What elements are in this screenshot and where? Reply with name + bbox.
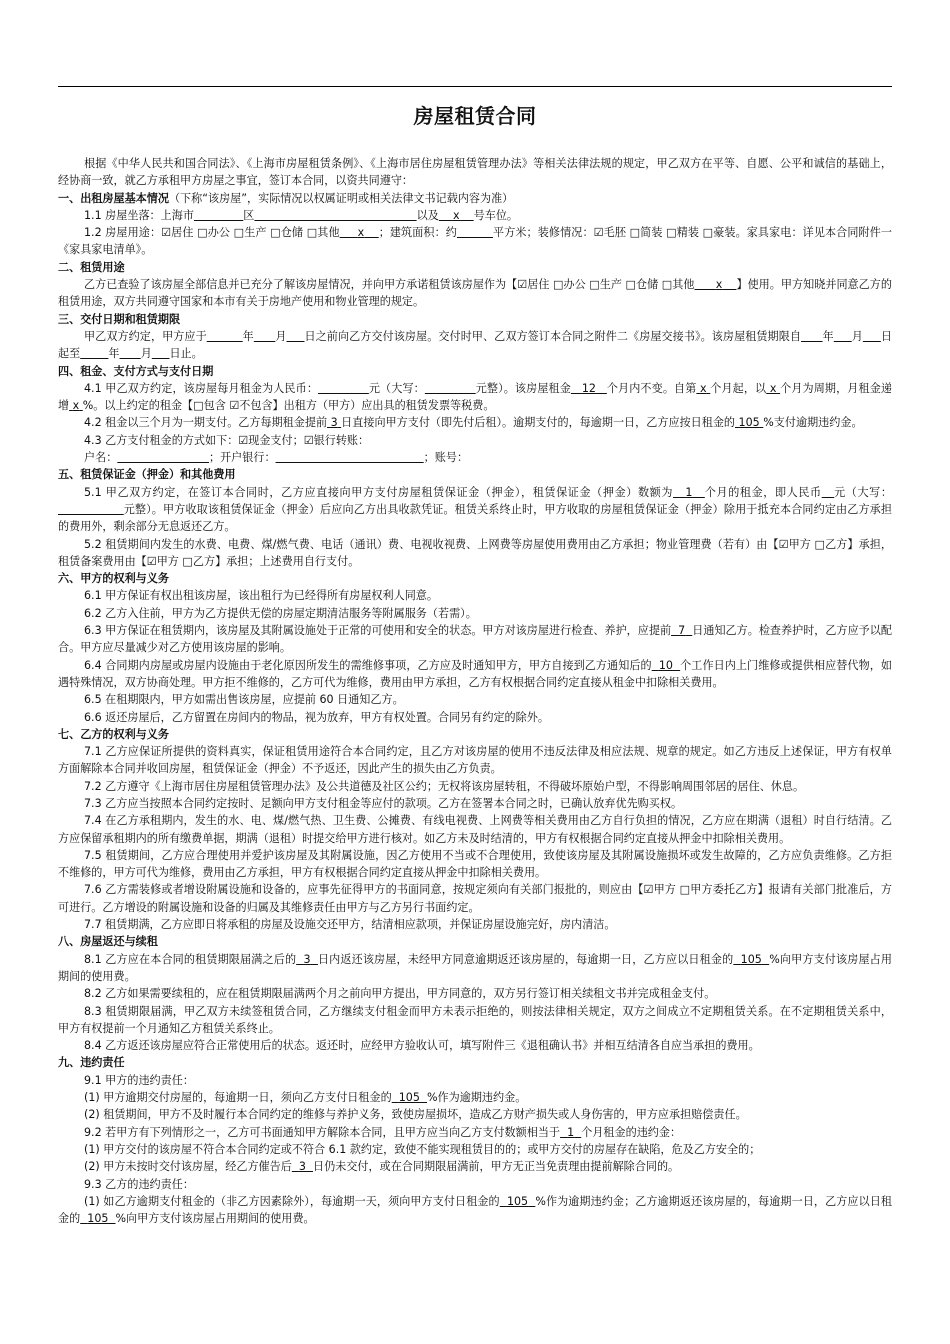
clause-9-2-2: (2) 甲方未按时交付该房屋，经乙方催告后 3 日仍未交付，或在合同期限届满前，甲方无正当免责理由提前解除合同的。 <box>84 1160 680 1174</box>
clause-9-1: 9.1 甲方的违约责任： <box>84 1073 194 1087</box>
clause-6-2: 6.2 乙方入住前，甲方为乙方提供无偿的房屋定期清洁服务等附属服务（若需）。 <box>84 606 477 620</box>
clause-9-1-2: (2) 租赁期间，甲方不及时履行本合同约定的维修与养护义务，致使房屋损坏，造成乙方财产损失或人身伤害的，甲方应承担赔偿责任。 <box>84 1108 747 1122</box>
document-body <box>58 155 892 1227</box>
clause-6-3: 6.3 甲方保证在租赁期内，该房屋及其附属设施处于正常的可使用和安全的状态。甲方对该房屋进行检查、养护，应提前 7 日通知乙方。检查养护时，乙方应予以配合。甲方应尽量减少对乙方使用该房屋的影响。 <box>58 624 892 655</box>
preamble: 根据《中华人民共和国合同法》、《上海市房屋租赁条例》、《上海市居住房屋租赁管理办法》等相关法律法规的规定，甲乙双方在平等、自愿、公平和诚信的基础上，经协商一致，就乙方承租甲方房屋之事宜，签订本合同，以资共同遵守： <box>58 157 892 188</box>
section-2-heading: 二、租赁用途 <box>58 260 125 274</box>
document-title: 房屋租赁合同 <box>413 104 537 128</box>
clause-9-3-1: (1) 如乙方逾期支付租金的（非乙方因素除外），每逾期一天，须向甲方支付日租金的 105 %作为逾期违约金；乙方逾期返还该房屋的，每逾期一日，乙方应以日租金的 105 %向甲方支付该房屋占用期间的使用费。 <box>58 1194 892 1226</box>
clause-8-3: 8.3 租赁期限届满，甲乙双方未续签租赁合同，乙方继续支付租金而甲方未表示拒绝的，则按法律相关规定，双方之间成立不定期租赁关系。在不定期租赁关系中，甲方有权提前一个月通知乙方租赁关系终止。 <box>58 1004 892 1035</box>
section-7-heading: 七、乙方的权利与义务 <box>58 727 169 741</box>
section-5-heading: 五、租赁保证金（押金）和其他费用 <box>58 468 236 482</box>
clause-4-3-account: 户名： ；开户银行： ；账号： <box>84 451 469 465</box>
clause-9-2: 9.2 若甲方有下列情形之一，乙方可书面通知甲方解除本合同，且甲方应当向乙方支付数额相当于 1 个月租金的违约金： <box>84 1125 682 1139</box>
clause-7-1: 7.1 乙方应保证所提供的资料真实，保证租赁用途符合本合同约定，且乙方对该房屋的使用不违反法律及相应法规、规章的规定。如乙方违反上述保证，甲方有权单方面解除本合同并收回房屋，租赁保证金（押金）不予返还，因此产生的损失由乙方负责。 <box>58 745 892 776</box>
section-6-heading: 六、甲方的权利与义务 <box>58 572 169 586</box>
clause-8-1: 8.1 乙方应在本合同的租赁期限届满之后的 3 日内返还该房屋，未经甲方同意逾期返还该房屋的，每逾期一日，乙方应以日租金的 105 %向甲方支付该房屋占用期间的使用费。 <box>58 952 893 983</box>
clause-7-2: 7.2 乙方遵守《上海市居住房屋租赁管理办法》及公共道德及社区公约；无权将该房屋转租，不得破坏原始户型，不得影响周围邻居的居住、休息。 <box>84 779 805 793</box>
section-8-heading: 八、房屋返还与续租 <box>58 935 158 949</box>
clause-3: 甲乙双方约定，甲方应于 年 月 日之前向乙方交付该房屋。交付时甲、乙双方签订本合同之附件二《房屋交接书》。该房屋租赁期限自 年 月 日起至 年 月 日止。 <box>58 329 892 361</box>
clause-4-2: 4.2 租金以三个月为一期支付。乙方每期租金提前 3 日直接向甲方支付（即先付后租）。逾期支付的，每逾期一日，乙方应按日租金的 105 %支付逾期违约金。 <box>84 416 863 430</box>
section-4-heading: 四、租金、支付方式与支付日期 <box>58 364 214 378</box>
clause-9-1-1: (1) 甲方逾期交付房屋的，每逾期一日，须向乙方支付日租金的 105 %作为逾期违约金。 <box>84 1091 527 1105</box>
clause-1-2: 1.2 房屋用途：☑居住 □办公 □生产 □仓储 □其他 x ；建筑面积：约 平方米；装修情况：☑毛胚 □简装 □精装 □豪装。家具家电：详见本合同附件一《家具家电清单》。 <box>58 226 892 257</box>
clause-9-2-1: (1) 甲方交付的该房屋不符合本合同约定或不符合 6.1 款约定，致使不能实现租赁目的的；或甲方交付的房屋存在缺陷，危及乙方安全的； <box>84 1142 761 1156</box>
clause-6-6: 6.6 返还房屋后，乙方留置在房间内的物品，视为放弃，甲方有权处置。合同另有约定的除外。 <box>84 710 549 724</box>
clause-8-2: 8.2 乙方如果需要续租的，应在租赁期限届满两个月之前向甲方提出，甲方同意的，双方另行签订相关续租文书并完成租金支付。 <box>84 987 716 1001</box>
clause-9-3: 9.3 乙方的违约责任： <box>84 1177 194 1191</box>
section-9-heading: 九、违约责任 <box>58 1056 125 1070</box>
clause-7-7: 7.7 租赁期满，乙方应即日将承租的房屋及设施交还甲方，结清相应款项，并保证房屋设施完好，房内清洁。 <box>84 918 616 932</box>
clause-7-3: 7.3 乙方应当按照本合同约定按时、足额向甲方支付租金等应付的款项。乙方在签署本合同之时，已确认放弃优先购买权。 <box>84 796 683 810</box>
clause-7-6: 7.6 乙方需装修或者增设附属设施和设备的，应事先征得甲方的书面同意，按规定须向有关部门报批的，则应由【☑甲方 □甲方委托乙方】报请有关部门批准后，方可进行。乙方增设的附属设施和设备的归属及其维修责任由甲方与乙方另行书面约定。 <box>58 883 892 914</box>
section-3-heading: 三、交付日期和租赁期限 <box>58 312 181 326</box>
clause-2: 乙方已查验了该房屋全部信息并已充分了解该房屋情况，并向甲方承诺租赁该房屋作为【☑居住 □办公 □生产 □仓储 □其他 x 】使用。甲方知晓并同意乙方的租赁用途，双方共同遵守国家和本市有关于房地产使用和物业管理的规定。 <box>58 278 892 309</box>
section-1-heading: 一、出租房屋基本情况（下称“该房屋”，实际情况以权属证明或相关法律文书记载内容为准） <box>58 191 514 205</box>
clause-7-4: 7.4 在乙方承租期内，发生的水、电、煤/燃气热、卫生费、公摊费、有线电视费、上网费等相关费用由乙方自行负担的情况，乙方应在期满（退租）时自行结清。乙方应保留承租期内的所有缴费单据，期满（退租）时提交给甲方进行核对。如乙方未及时结清的，甲方有权根据合同约定直接从押金中扣除相关费用。 <box>58 814 892 845</box>
clause-6-5: 6.5 在租期限内，甲方如需出售该房屋，应提前 60 日通知乙方。 <box>84 693 404 707</box>
clause-5-1: 5.1 甲乙双方约定，在签订本合同时，乙方应直接向甲方支付房屋租赁保证金（押金），租赁保证金（押金）数额为 1 个月的租金，即人民币 元（大写： 元整）。甲方收取该租赁保证金（押金）后应向乙方出具收款凭证。租赁关系终止时，甲方收取的房屋租赁保证金（押金）除用于抵充本合同约定由乙方承担的费用外，剩余部分无息返还乙方。 <box>58 485 892 534</box>
clause-5-2: 5.2 租赁期间内发生的水费、电费、煤/燃气费、电话（通讯）费、电视收视费、上网费等房屋使用费用由乙方承担；物业管理费（若有）由【☑甲方 □乙方】承担，租赁备案费用由【☑甲方 □乙方】承担；上述费用自行支付。 <box>58 537 892 568</box>
clause-6-1: 6.1 甲方保证有权出租该房屋，该出租行为已经得所有房屋权利人同意。 <box>84 589 438 603</box>
clause-1-1: 1.1 房屋坐落：上海市 区 以及 x 号车位。 <box>84 208 519 222</box>
clause-4-3: 4.3 乙方支付租金的方式如下：☑现金支付；☑银行转账： <box>84 433 370 447</box>
clause-4-1: 4.1 甲乙双方约定，该房屋每月租金为人民币： 元（大写： 元整）。该房屋租金 12 个月内不变。自第 x 个月起，以 x 个月为周期，月租金递增 x %。以上约定的租金【□包含 ☑不包含】出租方（甲方）应出具的租赁发票等税费。 <box>58 381 892 413</box>
clause-8-4: 8.4 乙方返还该房屋应符合正常使用后的状态。返还时，应经甲方验收认可，填写附件三《退租确认书》并相互结清各自应当承担的费用。 <box>84 1039 760 1053</box>
header-rule <box>58 86 892 87</box>
clause-7-5: 7.5 租赁期间，乙方应合理使用并爱护该房屋及其附属设施，因乙方使用不当或不合理使用，致使该房屋及其附属设施损坏或发生故障的，乙方应负责维修。乙方拒不维修的，甲方可代为维修，费用由乙方承担，甲方有权根据合同约定直接从押金中扣除相关费用。 <box>58 848 892 880</box>
clause-6-4: 6.4 合同期内房屋或房屋内设施由于老化原因所发生的需维修事项，乙方应及时通知甲方，甲方自接到乙方通知后的 10 个工作日内上门维修或提供相应替代物，如遇特殊情况，双方协商处理。甲方拒不维修的，乙方可代为维修，费用由甲方承担，乙方有权根据合同约定直接从租金中扣除相关费用。 <box>58 658 892 689</box>
